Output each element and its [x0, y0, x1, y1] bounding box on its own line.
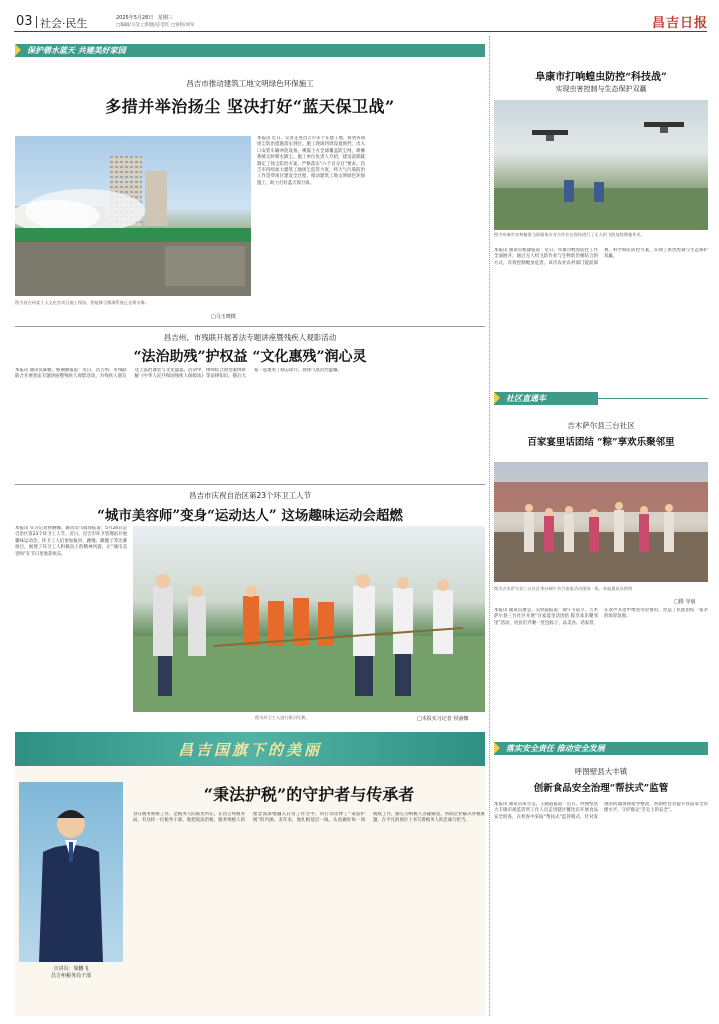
article-kicker: 呼图壁县大丰镇: [574, 767, 628, 776]
article-headline: “法治助残”护权益 “文化惠残”润心灵: [133, 349, 367, 365]
photo-credit: □本报实习记者 侯丽娜: [417, 716, 469, 722]
article-divider: [15, 326, 485, 327]
photo-credit: □摄 导丽: [674, 599, 696, 605]
date: 2025年5月28日: [116, 15, 154, 21]
feature-banner-title: 昌吉国旗下的美丽: [177, 741, 322, 759]
portrait-illustration: [19, 782, 123, 962]
article-disability-law: [15, 328, 485, 483]
newspaper-logo: 昌吉日报: [652, 16, 709, 31]
article-body: 本报讯 通讯员陈婕、杨丽丽报道：近日，昌吉州、市残联联合开展普法专题讲座暨残疾人观影活动，为残疾人朋友送上法治课堂与文化盛宴。活动中，律师结合典型案例讲解《中华人民共和国残疾人保障法》等法律知识，随后大家一起观看了励志影片，现场气氛热烈温馨。: [15, 368, 342, 380]
portrait-photo: [19, 782, 123, 962]
photo-credit: □马玉晓摄: [211, 314, 236, 320]
editor-credit: □编辑/马莹 □组版/任莹红 □审校/刘军: [116, 23, 195, 28]
photo-caption: 图为环卫工人进行拔河比赛。: [255, 715, 310, 720]
drone-spraying-photo: [494, 100, 708, 230]
construction-site-illustration: [15, 136, 251, 296]
weekday: 星期三: [157, 15, 173, 21]
speaker-title: 昌吉州税务局干部: [50, 973, 91, 979]
band-arrow-icon: [15, 44, 21, 56]
construction-site-photo: [15, 136, 251, 296]
article-headline: 创新食品安全治理“帮扶式”监管: [533, 783, 669, 794]
drone-illustration: [494, 100, 708, 230]
community-feast-photo: [494, 462, 708, 582]
article-kicker: 昌吉市推动建筑工地文明绿色环保施工: [186, 79, 314, 88]
tug-of-war-photo: [133, 526, 485, 712]
article-food-safety: [494, 758, 708, 1016]
issue-date: [116, 14, 173, 21]
article-body: 本报讯 通讯员朱雪莹、王晓霞报道：近日，呼图壁县大丰镇市场监管所工作人员走进辖区餐饮店开展食品安全检查，在检查中采取“帮扶式”监管模式，针对发现的问题现场指导整改，帮助经营者提升食品安全管理水平，守护群众“舌尖上的安全”。: [494, 802, 708, 820]
article-body: 本报讯 实习记者侯丽娜、通讯员马瑞珍报道：5月26日是自治区第23个环卫工人节。近日，昌吉市环卫管理站开展趣味运动会，环卫工人们参加拔河、跳绳、踢毽子等比赛项目，展现了环卫工人积极向上的精神风貌，让“城市美容师”在节日里收获快乐。: [15, 526, 127, 557]
article-headline: 阜康市打响蝗虫防控“科技战”: [535, 72, 667, 83]
portrait-caption: [19, 966, 123, 980]
masthead-rule: [14, 31, 707, 32]
band-arrow-icon: [494, 392, 500, 404]
article-body: 本报讯 通讯员杨潇报道：近日，阜康市蝗虫防控工作全面展开，通过无人机飞防作业与生物防治相结合的方式，有效控制蝗虫危害。该市农业农村部门提前部署，科学制定防控方案，实现了虫害控制与生态保护双赢。: [494, 248, 708, 266]
page-number: 03: [16, 14, 33, 29]
photo-caption: 图为昌吉州某工人文化宫项目施工现场，智能降尘喷淋系统正在喷水雾。: [15, 300, 150, 305]
feature-body: 身在税务系统工作，是税务人的职责所在。在昌吉州税务局，有这样一位税务干部，他把依法治税、服务纳税人的理念深深地融入日常工作之中，用行动诠释了“秉法护税”的内涵。多年来，他扎根基层一线，认真做好每一项税收工作，耐心为纳税人答疑解惑，帮助企业解决办税难题，在平凡的岗位上书写着税务人的忠诚与担当。: [133, 812, 485, 824]
feast-illustration: [494, 462, 708, 582]
article-sanitation-workers: [15, 486, 485, 724]
article-community-feast: [494, 406, 708, 718]
article-headline: 百家宴里话团结 “粽”享欢乐聚邻里: [527, 437, 675, 448]
article-body-continued: [373, 136, 485, 316]
band-label: 社区直通车: [506, 394, 546, 403]
column-divider: [489, 36, 490, 1016]
article-subtitle: 实现虫害控制与生态保护双赢: [555, 85, 647, 93]
feature-headline: “秉法护税”的守护者与传承者: [203, 785, 415, 804]
photo-caption: 图为吉木萨尔县三台社区举办端午节百家宴活动现场一角。本报通讯员供图: [494, 586, 633, 591]
section-band-environment: [15, 44, 485, 57]
section-divider: [36, 16, 37, 28]
band-label: 落实安全责任 推动安全发展: [506, 744, 605, 753]
section-band-community: [494, 392, 598, 405]
masthead: [0, 0, 719, 32]
article-kicker: 昌吉州、市残联开展普法专题讲座暨残疾人观影活动: [163, 333, 337, 342]
feature-banner: [15, 732, 485, 766]
article-dust-control: [15, 60, 485, 322]
article-headline: 多措并举治扬尘 坚决打好“蓝天保卫战”: [105, 97, 395, 116]
article-body: 本报讯 近日，记者走进昌吉市多个在建工地，看到各项扬尘防治措施落实到位。施工现场四周设置围挡，出入口安装车辆冲洗设备，裸露土方全部覆盖防尘网，喷淋系统定时喷水降尘。施工单位负责人介绍，建设前期就制定了扬尘防治方案，严格落实“六个百分百”要求。昌吉市持续加大建筑工地扬尘监管力度，将大气污染防治工作贯穿项目建设全过程，推动建筑工地文明绿色环保施工，助力打好蓝天保卫战。: [257, 136, 365, 186]
section-band-safety: [494, 742, 708, 755]
tug-of-war-illustration: [133, 526, 485, 712]
section-title: 社会·民生: [40, 17, 88, 30]
speaker-name: 宣讲员：梁鹏飞: [53, 966, 89, 972]
article-locust-control: [494, 36, 708, 356]
article-kicker: 吉木萨尔县三台社区: [567, 421, 635, 430]
article-headline: “城市美容师”变身“运动达人” 这场趣味运动会超燃: [97, 508, 403, 524]
band-arrow-icon: [494, 742, 500, 754]
article-kicker: 昌吉市庆祝自治区第23个环卫工人节: [188, 491, 312, 500]
band-label: 保护碧水蓝天 共建美好家园: [27, 46, 126, 55]
feature-tax-guardian: [15, 732, 485, 1016]
band-rule: [598, 398, 708, 399]
article-divider: [15, 484, 485, 485]
article-body: 本报讯 通讯员屠莹、吴欣霞报道：端午节前夕，吉木萨尔县三台社区开展“百家宴里话团结 粽享欢乐聚邻里”活动，居民们齐聚一堂包粽子、品美食、话家常，在欢声笑语中增进邻里情谊，营造了民族团结一家亲的浓厚氛围。: [494, 608, 708, 626]
photo-caption: 图为阜康市农林植保飞防服务专业合作社在现场进行了无人机飞防连续喷施作业。: [494, 232, 645, 237]
